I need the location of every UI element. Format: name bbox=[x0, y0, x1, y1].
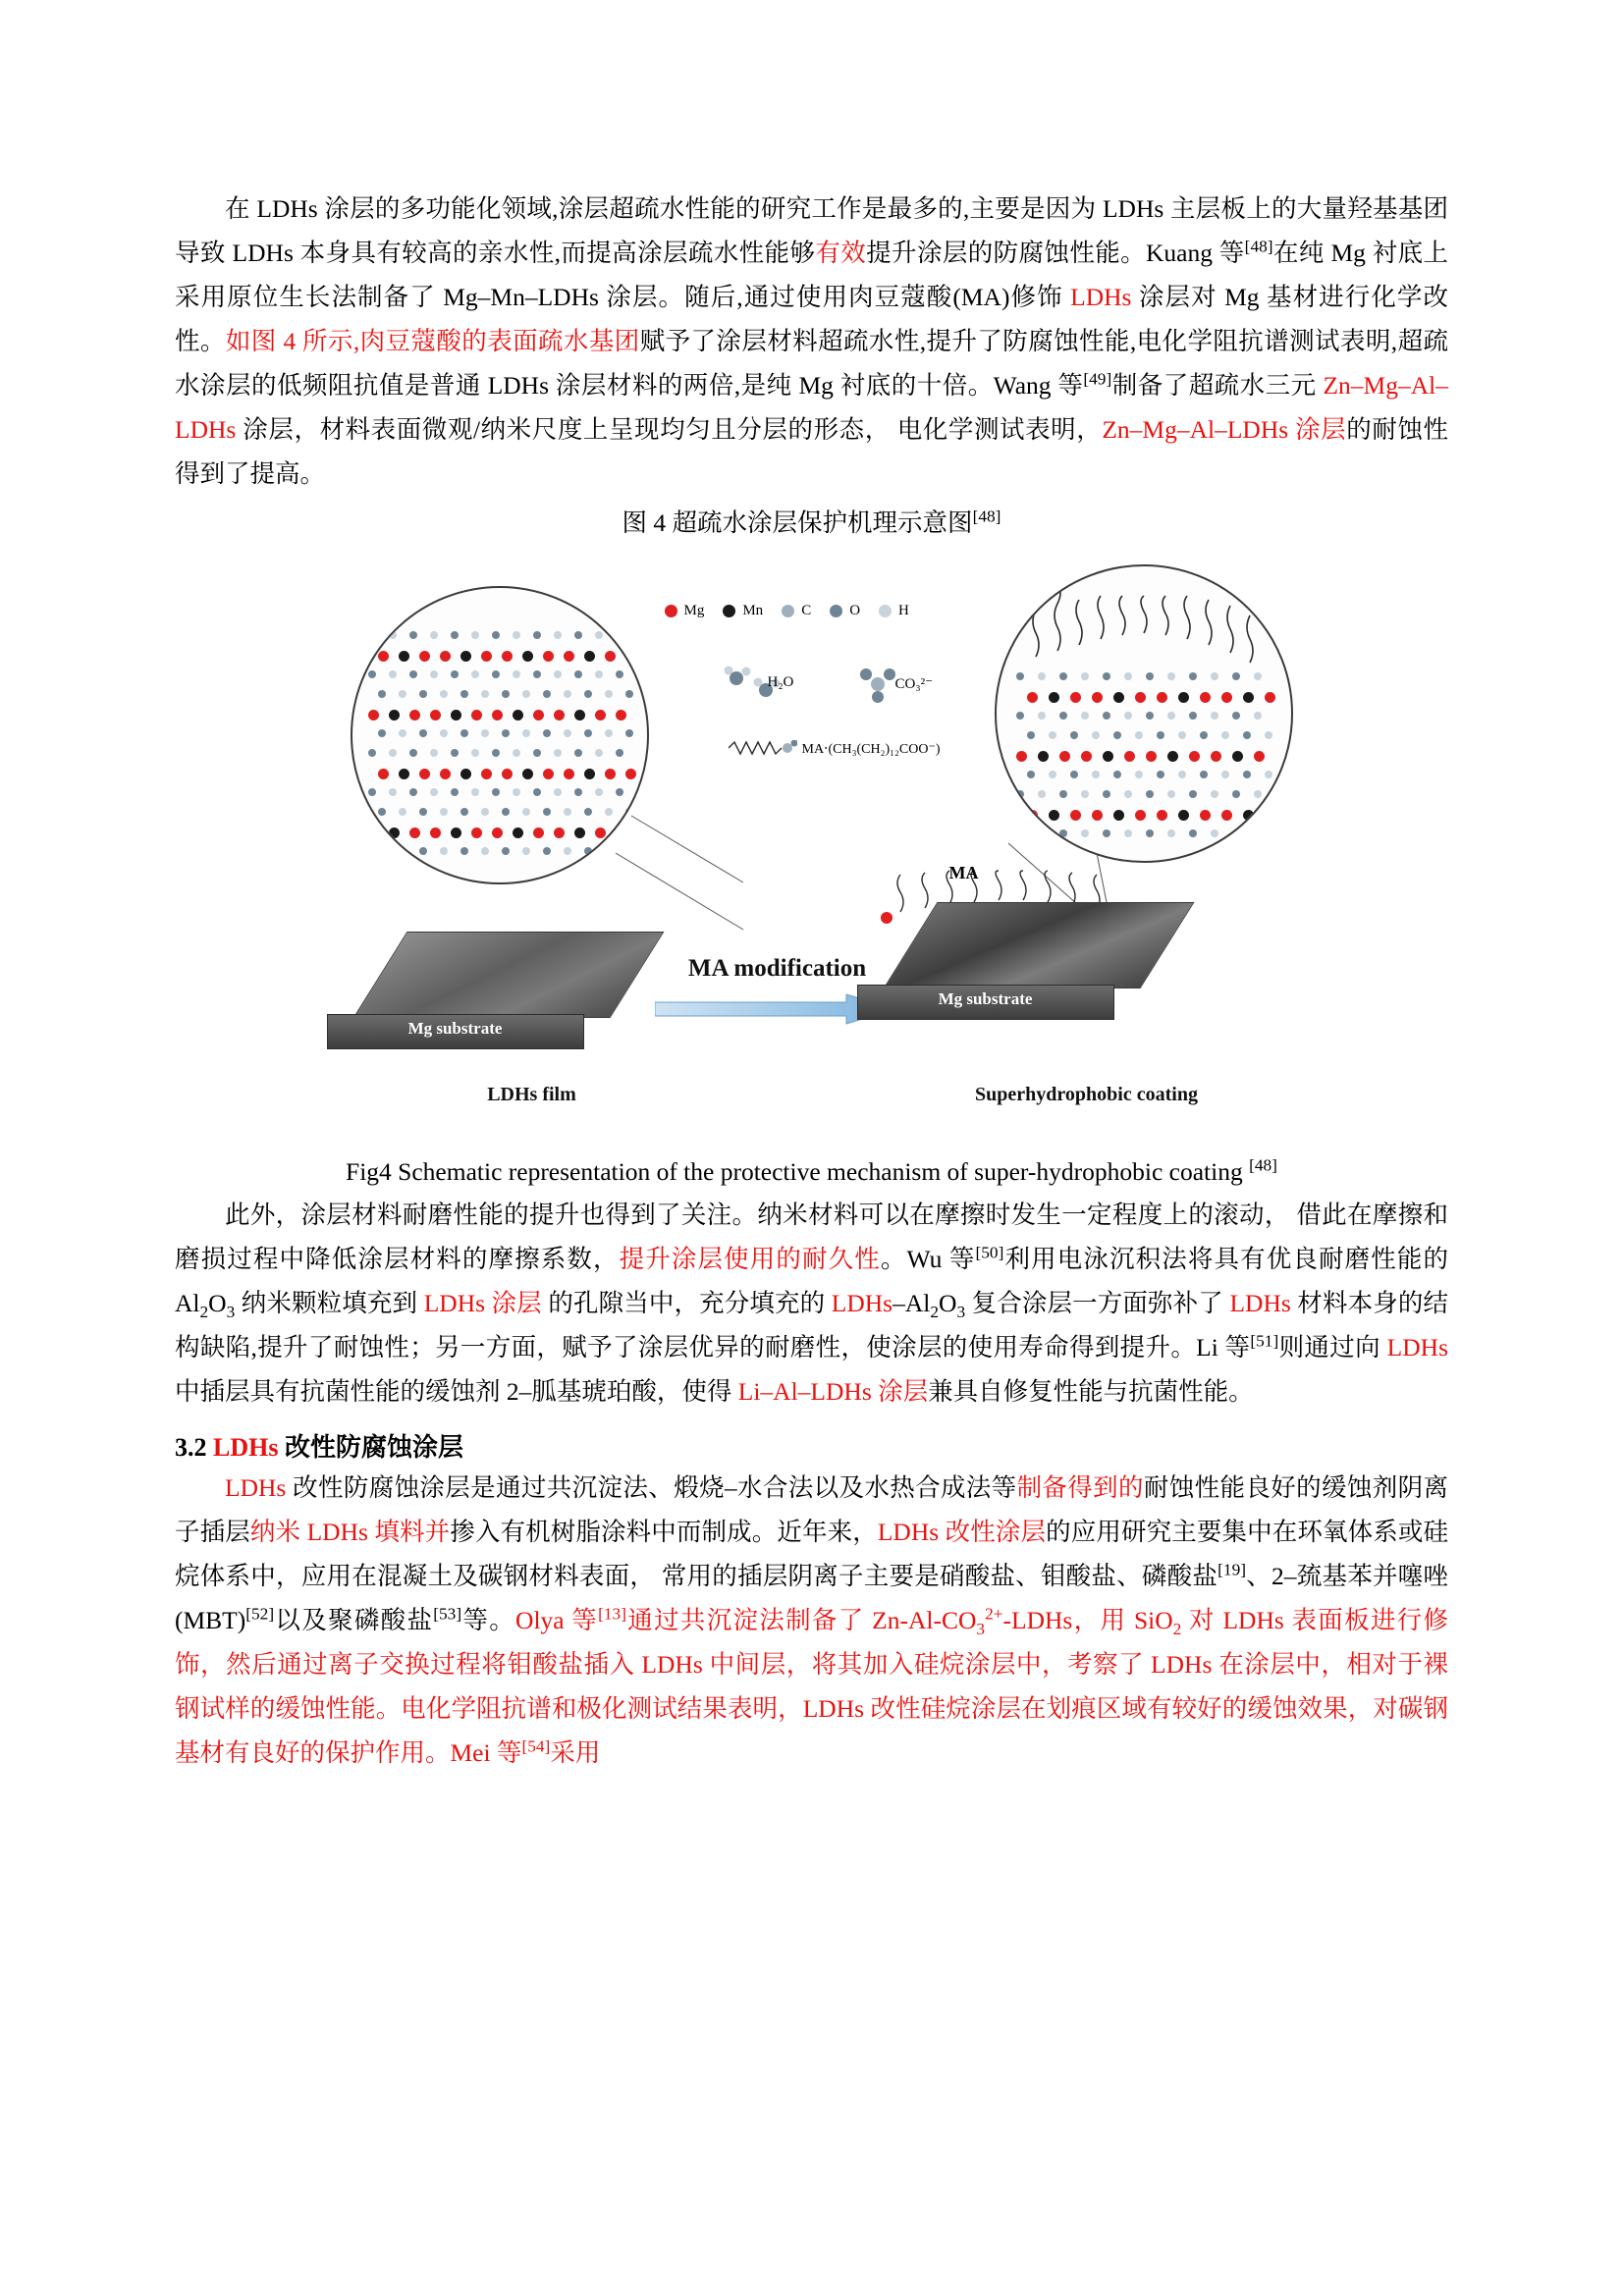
lattice-atom bbox=[471, 631, 479, 639]
lattice-atom bbox=[430, 631, 438, 639]
lattice-atom bbox=[430, 788, 438, 796]
lattice-atom bbox=[399, 808, 406, 816]
lattice-atom bbox=[564, 690, 571, 698]
text-run: 2 bbox=[199, 1303, 209, 1322]
text-run: 如图 4 所示,肉豆蔻酸的表面疏水基团 bbox=[225, 327, 640, 355]
lattice-atom bbox=[502, 651, 513, 662]
text-run: [54] bbox=[521, 1736, 551, 1756]
lattice-atom bbox=[502, 690, 510, 698]
lattice-atom bbox=[399, 651, 409, 662]
text-run: [52] bbox=[245, 1604, 275, 1624]
figure-canvas bbox=[321, 559, 1303, 1128]
text-run: Li–Al–LDHs 涂层 bbox=[737, 1377, 929, 1406]
mg-substrate-right bbox=[910, 902, 1215, 1020]
text-run: LDHs bbox=[225, 1473, 287, 1502]
lattice-atom bbox=[430, 710, 441, 721]
text-run: [13] bbox=[598, 1604, 626, 1624]
lattice-atom bbox=[574, 788, 582, 796]
text-run: 通过共沉淀法制备了 Zn-Al-CO bbox=[625, 1606, 977, 1634]
lattice-atom bbox=[543, 729, 551, 737]
lattice-atom bbox=[471, 788, 479, 796]
lattice-atom bbox=[605, 847, 613, 855]
text-run: LDHs bbox=[1070, 283, 1132, 311]
lattice-atom bbox=[430, 749, 438, 757]
h-color-swatch bbox=[879, 605, 892, 617]
text-run: 则通过向 bbox=[1278, 1333, 1387, 1362]
lattice-atom bbox=[554, 631, 562, 639]
lattice-atom bbox=[378, 651, 389, 662]
paragraph-1 bbox=[175, 187, 1448, 496]
text-run: 2+ bbox=[985, 1604, 1003, 1624]
lattice-atom bbox=[533, 670, 541, 678]
lattice-atom bbox=[492, 749, 500, 757]
lattice-atom bbox=[368, 631, 376, 639]
paragraph-2 bbox=[175, 1193, 1448, 1414]
label-ma-short: MA bbox=[948, 863, 979, 882]
lattice-atom bbox=[419, 847, 427, 855]
lattice-atom bbox=[399, 690, 406, 698]
lattice-atom bbox=[492, 670, 500, 678]
lattice-atom bbox=[543, 847, 551, 855]
lattice-atom bbox=[595, 749, 603, 757]
lattice-atom bbox=[616, 710, 626, 721]
lattice-atom bbox=[584, 847, 592, 855]
lattice-atom bbox=[605, 651, 616, 662]
lattice-atom bbox=[543, 808, 551, 816]
text-run: 在 LDHs 涂层的多功能化领域,涂层超疏水性能的研究工作是最多的,主要是因为 LDHs 主层板上的大量羟基基团导致 LDHs 本身具有较高的亲水性,而提高涂层疏水性能够 bbox=[175, 194, 1448, 267]
lattice-atom bbox=[595, 631, 603, 639]
lattice-atom bbox=[440, 808, 448, 816]
lattice-atom bbox=[605, 729, 613, 737]
lattice-atom bbox=[419, 690, 427, 698]
text-run: 的耐蚀性得到了提高。 bbox=[175, 415, 1448, 488]
lattice-atom bbox=[574, 670, 582, 678]
label-ma-formula: MA‧(CH₃(CH₂)₁₂COO⁻) bbox=[801, 742, 941, 757]
lattice-atom bbox=[440, 769, 451, 779]
lattice-atom bbox=[471, 710, 482, 721]
lattice-atom bbox=[554, 828, 565, 838]
legend-label-c: C bbox=[801, 603, 812, 618]
lattice-atom bbox=[471, 670, 479, 678]
lattice-atom bbox=[502, 847, 510, 855]
lattice-atom bbox=[492, 828, 503, 838]
lattice-atom bbox=[481, 847, 489, 855]
text-run: 等。 bbox=[461, 1606, 516, 1634]
section-heading-3-2: 3.2 LDHs 改性防腐蚀涂层 bbox=[175, 1433, 463, 1462]
lattice-atom bbox=[368, 670, 376, 678]
text-run: –Al bbox=[893, 1289, 931, 1317]
figure-sublabel-right: Superhydrophobic coating bbox=[975, 1084, 1198, 1105]
lattice-atom bbox=[625, 651, 636, 662]
text-run: 掺入有机树脂涂料中而制成。近年来， bbox=[450, 1518, 878, 1546]
lattice-atom bbox=[460, 808, 468, 816]
lattice-atom bbox=[533, 749, 541, 757]
text-run: 对 LDHs 表面板进行修饰，然后通过离子交换过程将钼酸盐插入 LDHs 中间层，将其加入硅烷涂层中，考察了 LDHs 在涂层中，相对于裸钢试样的缓蚀性能。电化学阻抗谱和极化测试结果表明，LDHs 改性硅烷涂层在划痕区域有较好的缓蚀效果，对碳钢基材有良好的保护作用。Mei 等 bbox=[175, 1606, 1448, 1767]
text-run: LDHs bbox=[831, 1289, 893, 1317]
lattice-atom bbox=[616, 749, 623, 757]
figure-4 bbox=[175, 559, 1448, 1148]
slab-top-surface-right bbox=[883, 902, 1194, 988]
lattice-atom bbox=[625, 808, 633, 816]
lattice-atom bbox=[378, 690, 386, 698]
lattice-atom bbox=[564, 769, 574, 779]
lattice-atom bbox=[502, 808, 510, 816]
text-run: 赋予了涂层材料超疏水性,提升了防腐蚀性能,电化学阻抗谱测试表明,超疏水涂层的低频阻抗值是普通 LDHs 涂层材料的两倍,是纯 Mg 衬底的十倍。Wang 等 bbox=[175, 327, 1448, 400]
lattice-atom bbox=[409, 749, 417, 757]
lattice-atom bbox=[513, 710, 523, 721]
lattice-atom bbox=[451, 788, 459, 796]
lattice-atom bbox=[554, 788, 562, 796]
lattice-atom bbox=[616, 670, 623, 678]
lattice-atom bbox=[584, 769, 595, 779]
lattice-atom bbox=[625, 690, 633, 698]
lattice-atom bbox=[574, 828, 585, 838]
lattice-atom bbox=[513, 788, 520, 796]
lattice-atom bbox=[460, 847, 468, 855]
lattice-atom bbox=[625, 847, 633, 855]
text-run: Zn–Mg–Al–LDHs bbox=[175, 371, 1448, 444]
text-run: 利用电泳沉积法将具有优良耐磨性能的 Al bbox=[175, 1245, 1448, 1317]
lattice-atom bbox=[533, 710, 544, 721]
lattice-atom bbox=[471, 749, 479, 757]
slab-label-right: Mg substrate bbox=[938, 989, 1033, 1008]
lattice-atom bbox=[430, 828, 441, 838]
text-run: 的孔隙当中，充分填充的 bbox=[541, 1289, 832, 1317]
lattice-atom bbox=[554, 749, 562, 757]
lattice-atom bbox=[605, 808, 613, 816]
o-color-swatch bbox=[830, 605, 842, 617]
text-run: 纳米 LDHs 填料并 bbox=[249, 1518, 451, 1546]
lattice-atom bbox=[460, 690, 468, 698]
legend-row-atoms bbox=[665, 603, 959, 619]
lattice-atom bbox=[554, 670, 562, 678]
lattice-atom bbox=[522, 808, 530, 816]
legend-label-h: H bbox=[898, 603, 909, 618]
lattice-atom bbox=[409, 788, 417, 796]
lattice-atom bbox=[440, 651, 451, 662]
figure-caption-en: Fig4 Schematic representation of the protective mechanism of super-hydrophobic coating [48] bbox=[346, 1155, 1277, 1186]
lattice-atom bbox=[399, 729, 406, 737]
lattice-atom bbox=[605, 690, 613, 698]
ma-chain-icon bbox=[729, 740, 797, 756]
legend-label-o: O bbox=[849, 603, 861, 618]
lattice-atom bbox=[595, 788, 603, 796]
text-run: 涂层，材料表面微观/纳米尺度上呈现均匀且分层的形态， 电化学测试表明， bbox=[236, 415, 1103, 444]
lattice-atom bbox=[584, 808, 592, 816]
text-run: LDHs bbox=[1386, 1333, 1448, 1362]
lattice-atom bbox=[451, 631, 459, 639]
text-run: 3 bbox=[976, 1620, 986, 1639]
lattice-atom bbox=[368, 749, 376, 757]
lattice-atom bbox=[481, 690, 489, 698]
lattice-atom bbox=[522, 729, 530, 737]
lattice-atom bbox=[574, 749, 582, 757]
lattice-atom bbox=[595, 670, 603, 678]
text-run: 兼具自修复性能与抗菌性能。 bbox=[928, 1377, 1254, 1406]
citation-ref: [48] bbox=[972, 507, 1001, 526]
label-h2o: H₂O bbox=[767, 674, 794, 690]
lattice-atom bbox=[564, 847, 571, 855]
lattice-atom bbox=[440, 729, 448, 737]
lattice-atom bbox=[522, 769, 533, 779]
text-run: 在纯 Mg 衬底上采用原位生长法制备了 Mg–Mn–LDHs 涂层。随后,通过使用肉豆蔻酸(MA)修饰 bbox=[175, 239, 1448, 311]
lattice-atom bbox=[543, 769, 554, 779]
text-run: LDHs 改性涂层 bbox=[877, 1518, 1047, 1546]
lattice-atom bbox=[389, 710, 400, 721]
lattice-atom bbox=[409, 670, 417, 678]
text-run: [19] bbox=[1217, 1560, 1247, 1579]
lattice-atom bbox=[378, 847, 386, 855]
text-run: [51] bbox=[1250, 1331, 1279, 1351]
lattice-atom bbox=[389, 828, 400, 838]
lattice-atom bbox=[625, 769, 636, 779]
hydrophobic-chains-icon bbox=[997, 566, 1291, 861]
lattice-atom bbox=[492, 631, 500, 639]
lattice-atom bbox=[513, 749, 520, 757]
lattice-atom bbox=[492, 788, 500, 796]
lattice-atom bbox=[368, 788, 376, 796]
lattice-atom bbox=[368, 828, 379, 838]
lattice-atom bbox=[554, 710, 565, 721]
lattice-atom bbox=[616, 788, 623, 796]
mg-substrate-left bbox=[380, 932, 684, 1049]
lattice-atom bbox=[616, 631, 623, 639]
text-run: O bbox=[939, 1289, 957, 1317]
lattice-atom bbox=[543, 651, 554, 662]
lattice-atom bbox=[389, 749, 397, 757]
slab-label-left: Mg substrate bbox=[407, 1019, 503, 1038]
lattice-atom bbox=[378, 808, 386, 816]
lattice-atom bbox=[389, 670, 397, 678]
figure-sublabel-left: LDHs film bbox=[487, 1084, 576, 1105]
text-run: 提升涂层的防腐蚀性能。Kuang 等 bbox=[866, 239, 1245, 267]
text-run: [50] bbox=[975, 1243, 1004, 1262]
lattice-atom bbox=[481, 769, 492, 779]
lattice-atom bbox=[584, 651, 595, 662]
lattice-atom bbox=[460, 651, 471, 662]
lattice-atom bbox=[389, 788, 397, 796]
lattice-atom bbox=[451, 710, 461, 721]
text-run: [49] bbox=[1083, 369, 1112, 389]
ldhs-lattice-right bbox=[995, 564, 1293, 863]
lattice-atom bbox=[440, 690, 448, 698]
text-run: 3 bbox=[226, 1303, 236, 1322]
lattice-atom bbox=[625, 729, 633, 737]
lattice-atom bbox=[513, 828, 523, 838]
lattice-atom bbox=[522, 690, 530, 698]
text-run: 中插层具有抗菌性能的缓蚀剂 2–胍基琥珀酸，使得 bbox=[175, 1377, 738, 1406]
figure-legend bbox=[665, 603, 959, 635]
lattice-atom bbox=[574, 710, 585, 721]
lattice-atom bbox=[616, 828, 626, 838]
lattice-atom bbox=[533, 788, 541, 796]
text-run: [53] bbox=[433, 1604, 462, 1624]
text-run: 复合涂层一方面弥补了 bbox=[965, 1289, 1230, 1317]
lattice-atom bbox=[430, 670, 438, 678]
lattice-atom bbox=[574, 631, 582, 639]
lattice-atom bbox=[451, 670, 459, 678]
text-run: [48] bbox=[1244, 237, 1273, 256]
text-run: 采用 bbox=[550, 1738, 601, 1767]
slab-top-surface-left bbox=[352, 932, 664, 1018]
lattice-atom bbox=[513, 631, 520, 639]
text-run: 。Wu 等 bbox=[880, 1245, 976, 1273]
lattice-atom bbox=[419, 808, 427, 816]
text-run: 耐蚀性能良好的缓蚀剂阴离子插层 bbox=[175, 1473, 1448, 1546]
section-heading-accent: LDHs bbox=[213, 1433, 279, 1462]
text-run: 纳米颗粒填充到 bbox=[235, 1289, 424, 1317]
lattice-atom bbox=[460, 729, 468, 737]
text-run: 以及聚磷酸盐 bbox=[274, 1606, 434, 1634]
lattice-atom bbox=[419, 651, 430, 662]
lattice-atom bbox=[389, 631, 397, 639]
lattice-atom bbox=[522, 651, 533, 662]
text-run: 改性防腐蚀涂层是通过共沉淀法、煅烧–水合法以及水热合成法等 bbox=[286, 1473, 1017, 1502]
text-run: 2 bbox=[1172, 1620, 1182, 1639]
lattice-atom bbox=[368, 710, 379, 721]
lattice-atom bbox=[492, 710, 503, 721]
lattice-atom bbox=[440, 847, 448, 855]
slab-front-face-right bbox=[857, 985, 1114, 1020]
ldhs-lattice-left bbox=[351, 586, 649, 884]
text-run: 、2–巯基苯并噻唑(MBT) bbox=[175, 1562, 1448, 1634]
lattice-atom bbox=[451, 828, 461, 838]
arrow-label: MA modification bbox=[687, 955, 867, 982]
lattice-atom bbox=[522, 847, 530, 855]
text-run: Zn–Mg–Al–LDHs 涂层 bbox=[1102, 415, 1347, 444]
c-color-swatch bbox=[782, 605, 794, 617]
text-run: 此外，涂层材料耐磨性能的提升也得到了关注。纳米材料可以在摩擦时发生一定程度上的滚动， 借此在摩擦和磨损过程中降低涂层材料的摩擦系数， bbox=[175, 1201, 1448, 1273]
lattice-atom bbox=[378, 769, 389, 779]
text-run: LDHs 涂层 bbox=[423, 1289, 542, 1317]
lattice-atom bbox=[409, 828, 420, 838]
label-co3: CO₃²⁻ bbox=[894, 676, 933, 692]
lattice-atom bbox=[584, 729, 592, 737]
lattice-atom bbox=[481, 651, 492, 662]
text-run: 有效 bbox=[815, 239, 867, 267]
lattice-atom bbox=[460, 769, 471, 779]
lattice-atom bbox=[481, 729, 489, 737]
text-run: 的应用研究主要集中在环氧体系或硅烷体系中，应用在混凝土及碳钢材料表面， 常用的插层阴离子主要是硝酸盐、钼酸盐、磷酸盐 bbox=[175, 1518, 1448, 1590]
paragraph-3 bbox=[175, 1466, 1448, 1775]
lattice-atom bbox=[409, 631, 417, 639]
lattice-atom bbox=[419, 769, 430, 779]
lattice-atom bbox=[564, 729, 571, 737]
legend-label-mn: Mn bbox=[742, 603, 764, 618]
lattice-atom bbox=[533, 631, 541, 639]
lattice-atom bbox=[564, 808, 571, 816]
lattice-atom bbox=[451, 749, 459, 757]
text-run: LDHs bbox=[1229, 1289, 1291, 1317]
lattice-atom bbox=[378, 729, 386, 737]
legend-label-mg: Mg bbox=[683, 603, 705, 618]
lattice-atom bbox=[564, 651, 574, 662]
lattice-atom bbox=[481, 808, 489, 816]
text-run: -LDHs，用 SiO bbox=[1002, 1606, 1173, 1634]
figure-caption-cn: 图 4 超疏水涂层保护机理示意图[48] bbox=[622, 507, 1001, 537]
text-run: 制备得到的 bbox=[1016, 1473, 1144, 1502]
lattice-atom bbox=[605, 769, 616, 779]
text-run: 提升涂层使用的耐久性 bbox=[619, 1245, 881, 1273]
text-run: O bbox=[208, 1289, 227, 1317]
lattice-atom bbox=[502, 729, 510, 737]
mg-color-swatch bbox=[665, 605, 677, 617]
text-run: 材料本身的结构缺陷,提升了耐蚀性；另一方面，赋予了涂层优异的耐磨性，使涂层的使用寿命得到提升。Li 等 bbox=[175, 1289, 1448, 1362]
lattice-atom bbox=[409, 710, 420, 721]
text-run: 涂层对 Mg 基材进行化学改性。 bbox=[175, 283, 1448, 355]
lattice-atom bbox=[584, 690, 592, 698]
lattice-atom bbox=[513, 670, 520, 678]
lattice-atom bbox=[399, 769, 409, 779]
text-run: 3 bbox=[956, 1303, 966, 1322]
mn-color-swatch bbox=[723, 605, 735, 617]
lattice-atom bbox=[595, 828, 606, 838]
text-run: 制备了超疏水三元 bbox=[1111, 371, 1324, 400]
lattice-atom bbox=[502, 769, 513, 779]
lattice-atom bbox=[419, 729, 427, 737]
lattice-atom bbox=[543, 690, 551, 698]
lattice-atom bbox=[533, 828, 544, 838]
text-run: Olya 等 bbox=[515, 1606, 599, 1634]
citation-ref: [48] bbox=[1249, 1155, 1277, 1175]
lattice-atom bbox=[595, 710, 606, 721]
slab-front-face-left bbox=[327, 1014, 584, 1049]
lattice-atom bbox=[399, 847, 406, 855]
lattice-atom bbox=[471, 828, 482, 838]
text-run: 2 bbox=[930, 1303, 940, 1322]
